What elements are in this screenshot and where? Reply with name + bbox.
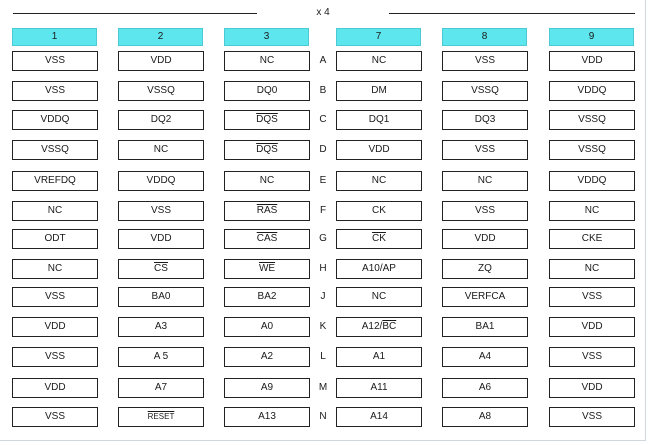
pin-G2: VDD — [118, 229, 204, 249]
pin-A7: NC — [336, 51, 422, 71]
diagram-title: x 4 — [316, 7, 330, 18]
pin-C7: DQ1 — [336, 110, 422, 130]
column-header-9: 9 — [549, 28, 634, 46]
pin-C3: $\overline{DQS}$ — [224, 110, 310, 130]
pin-B3: DQ0 — [224, 81, 310, 101]
row-label-A: A — [319, 55, 327, 66]
row-label-G: G — [319, 233, 327, 244]
pin-K1: VDD — [12, 317, 98, 337]
pin-G8: VDD — [442, 229, 528, 249]
pin-B8: VSSQ — [442, 81, 528, 101]
column-header-8: 8 — [442, 28, 527, 46]
pin-C8: DQ3 — [442, 110, 528, 130]
pin-F1: NC — [12, 201, 98, 221]
pin-L1: VSS — [12, 347, 98, 367]
pin-H9: NC — [549, 259, 635, 279]
pin-A1: VSS — [12, 51, 98, 71]
pin-F3: $\overline{RAS}$ — [224, 201, 310, 221]
pin-M8: A6 — [442, 378, 528, 398]
pin-M3: A9 — [224, 378, 310, 398]
row-label-F: F — [319, 205, 327, 216]
pin-B2: VSSQ — [118, 81, 204, 101]
pin-N3: A13 — [224, 407, 310, 427]
row-label-H: H — [319, 263, 327, 274]
pin-M9: VDD — [549, 378, 635, 398]
pin-E3: NC — [224, 171, 310, 191]
pin-J8: VERFCA — [442, 287, 528, 307]
pin-D8: VSS — [442, 140, 528, 160]
column-header-2: 2 — [118, 28, 203, 46]
pin-A3: NC — [224, 51, 310, 71]
pin-K7: $A12/\overline{BC}$ — [336, 317, 422, 337]
row-label-L: L — [320, 351, 326, 362]
pin-K9: VDD — [549, 317, 635, 337]
pin-E1: VREFDQ — [12, 171, 98, 191]
pin-D3: $\overline{DQS}$ — [224, 140, 310, 160]
pin-L2: A 5 — [118, 347, 204, 367]
pin-H3: $\overline{WE}$ — [224, 259, 310, 279]
title-rule-left — [13, 13, 257, 14]
pin-F9: NC — [549, 201, 635, 221]
pin-C1: VDDQ — [12, 110, 98, 130]
pin-G7: $\overline{CK}$ — [336, 229, 422, 249]
pin-C2: DQ2 — [118, 110, 204, 130]
pin-F7: CK — [336, 201, 422, 221]
pin-L9: VSS — [549, 347, 635, 367]
pin-C9: VSSQ — [549, 110, 635, 130]
pin-B9: VDDQ — [549, 81, 635, 101]
column-header-1: 1 — [12, 28, 97, 46]
pin-G1: ODT — [12, 229, 98, 249]
pin-D2: NC — [118, 140, 204, 160]
pin-D1: VSSQ — [12, 140, 98, 160]
row-label-J: J — [320, 291, 326, 302]
pin-K3: A0 — [224, 317, 310, 337]
pin-J1: VSS — [12, 287, 98, 307]
pin-J3: BA2 — [224, 287, 310, 307]
row-label-K: K — [319, 321, 327, 332]
pin-L8: A4 — [442, 347, 528, 367]
pin-A8: VSS — [442, 51, 528, 71]
pin-D7: VDD — [336, 140, 422, 160]
column-header-7: 7 — [336, 28, 421, 46]
pin-L3: A2 — [224, 347, 310, 367]
pin-B1: VSS — [12, 81, 98, 101]
pin-F8: VSS — [442, 201, 528, 221]
column-header-3: 3 — [224, 28, 309, 46]
pin-K8: BA1 — [442, 317, 528, 337]
row-label-E: E — [319, 175, 327, 186]
pin-N1: VSS — [12, 407, 98, 427]
pin-G9: CKE — [549, 229, 635, 249]
row-label-C: C — [319, 114, 327, 125]
title-rule-right — [389, 13, 635, 14]
pin-J7: NC — [336, 287, 422, 307]
pin-E9: VDDQ — [549, 171, 635, 191]
pin-J2: BA0 — [118, 287, 204, 307]
pin-A9: VDD — [549, 51, 635, 71]
pin-N7: A14 — [336, 407, 422, 427]
pin-E8: NC — [442, 171, 528, 191]
pin-M7: A11 — [336, 378, 422, 398]
pin-H1: NC — [12, 259, 98, 279]
pin-A2: VDD — [118, 51, 204, 71]
row-label-B: B — [319, 85, 327, 96]
pin-F2: VSS — [118, 201, 204, 221]
pin-H8: ZQ — [442, 259, 528, 279]
row-label-N: N — [319, 411, 327, 422]
pin-N9: VSS — [549, 407, 635, 427]
pin-L7: A1 — [336, 347, 422, 367]
pin-M2: A7 — [118, 378, 204, 398]
pin-H2: $\overline{CS}$ — [118, 259, 204, 279]
row-label-D: D — [319, 144, 327, 155]
pin-M1: VDD — [12, 378, 98, 398]
pin-D9: VSSQ — [549, 140, 635, 160]
row-label-M: M — [318, 382, 328, 393]
pin-B7: DM — [336, 81, 422, 101]
pin-J9: VSS — [549, 287, 635, 307]
pin-N2: RESET — [118, 407, 204, 427]
pin-K2: A3 — [118, 317, 204, 337]
pin-N8: A8 — [442, 407, 528, 427]
pin-E7: NC — [336, 171, 422, 191]
pin-E2: VDDQ — [118, 171, 204, 191]
pin-G3: $\overline{CAS}$ — [224, 229, 310, 249]
pin-H7: A10/AP — [336, 259, 422, 279]
